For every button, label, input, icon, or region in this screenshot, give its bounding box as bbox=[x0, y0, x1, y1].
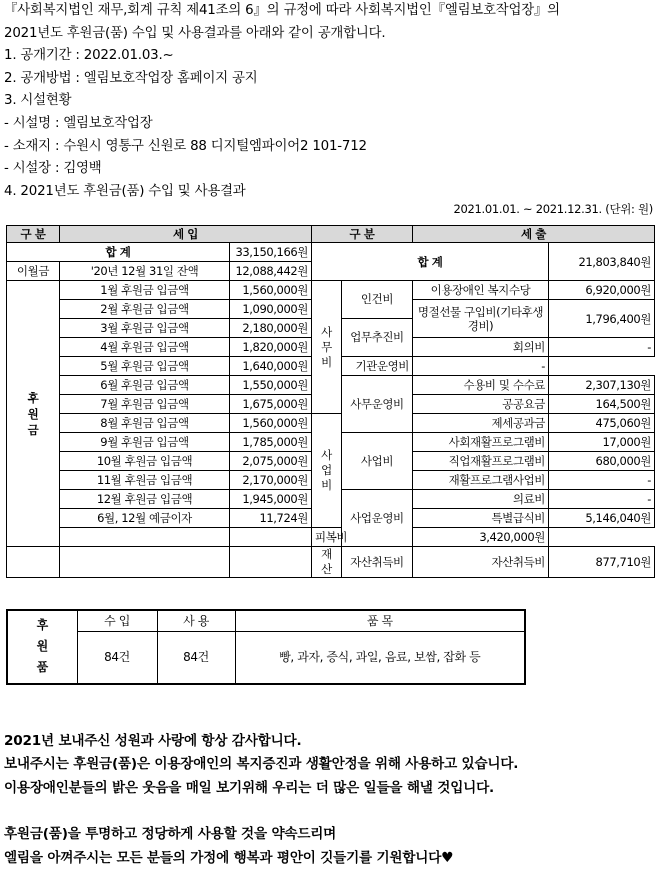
expense-item: 사회재활프로그램비 bbox=[413, 433, 549, 452]
intro-line: 4. 2021년도 후원금(품) 수입 및 사용결과 bbox=[4, 183, 246, 199]
income-row-label: 12월 후원금 입금액 bbox=[60, 490, 230, 509]
finance-table bbox=[6, 225, 655, 578]
income-row-label: 3월 후원금 입금액 bbox=[60, 319, 230, 338]
intro-line: 2. 공개방법 : 엘림보호작업장 홈페이지 공지 bbox=[4, 70, 258, 86]
income-row-value: 2,075,000원 bbox=[230, 452, 312, 471]
income-row-value: 1,560,000원 bbox=[230, 414, 312, 433]
expense-value: - bbox=[549, 471, 655, 490]
income-row-blank bbox=[60, 547, 230, 578]
goods-label bbox=[7, 610, 77, 684]
income-row-value: 1,945,000원 bbox=[230, 490, 312, 509]
intro-text bbox=[4, 0, 660, 203]
expense-item: 특별급식비 bbox=[413, 509, 549, 528]
income-row-label: 10월 후원금 입금액 bbox=[60, 452, 230, 471]
donation-label-text: 후원금 bbox=[27, 390, 39, 437]
goods-header-in: 수 입 bbox=[77, 610, 157, 632]
sub-saupunyeong: 사업운영비 bbox=[342, 490, 413, 547]
expense-item: 기관운영비 bbox=[342, 357, 413, 376]
goods-items-value: 빵, 과자, 증식, 과일, 음료, 보쌈, 잡화 등 bbox=[235, 632, 525, 684]
income-row-label: 2월 후원금 입금액 bbox=[60, 300, 230, 319]
income-total-value: 33,150,166원 bbox=[230, 243, 312, 262]
closing-line: 2021년 보내주신 성원과 사랑에 항상 감사합니다. bbox=[4, 733, 302, 749]
income-row-label: 5월 후원금 입금액 bbox=[60, 357, 230, 376]
sub-ingeon: 인건비 bbox=[342, 281, 413, 319]
expense-value: 877,710원 bbox=[549, 547, 655, 578]
expense-item: 공공요금 bbox=[413, 395, 549, 414]
expense-value: 3,420,000원 bbox=[413, 528, 549, 547]
header-expense: 세 출 bbox=[413, 226, 655, 243]
income-total-label: 합 계 bbox=[7, 243, 230, 262]
category-saup-text: 사업비 bbox=[321, 448, 332, 492]
closing-line-text: 엘림을 아껴주시는 모든 분들의 가정에 행복과 평안이 깃들기를 기원합니다 bbox=[4, 849, 442, 866]
category-samu-text: 사무비 bbox=[321, 324, 332, 369]
intro-line: - 소재지 : 수원시 영통구 신원로 88 디지털엠파이어2 101-712 bbox=[4, 138, 367, 154]
expense-value: 2,307,130원 bbox=[549, 376, 655, 395]
expense-total-label: 합 계 bbox=[312, 243, 549, 281]
goods-label-text: 후원품 bbox=[36, 618, 48, 675]
expense-item: 자산취득비 bbox=[413, 547, 549, 578]
expense-item: 수용비 및 수수료 bbox=[413, 376, 549, 395]
carry-label: 이월금 bbox=[7, 262, 60, 281]
income-row-label: 8월 후원금 입금액 bbox=[60, 414, 230, 433]
category-saup bbox=[312, 414, 342, 528]
income-row-label: 6월 후원금 입금액 bbox=[60, 376, 230, 395]
expense-value: 1,796,400원 bbox=[549, 300, 655, 338]
goods-header-use: 사 용 bbox=[157, 610, 235, 632]
closing-line: 보내주시는 후원금(품)은 이용장애인의 복지증진과 생활안정을 위해 사용하고 있습니다. bbox=[4, 756, 519, 773]
expense-value: - bbox=[549, 338, 655, 357]
closing-message bbox=[4, 730, 660, 870]
expense-item: 피복비 bbox=[312, 528, 342, 547]
expense-item: 직업재활프로그램비 bbox=[413, 452, 549, 471]
closing-line: 후원금(품)을 투명하고 정당하게 사용할 것을 약속드리며 bbox=[4, 826, 337, 843]
expense-value: 475,060원 bbox=[549, 414, 655, 433]
income-row-blank bbox=[230, 528, 312, 547]
header-gubun2: 구 분 bbox=[312, 226, 413, 243]
closing-line-final bbox=[4, 847, 660, 870]
goods-use-value: 84건 bbox=[157, 632, 235, 684]
intro-line: 『사회복지법인 재무,회계 규칙 제41조의 6』의 규정에 따라 사회복지법인『엘림보호작업장』의 bbox=[4, 3, 560, 18]
goods-table bbox=[6, 609, 526, 685]
income-row-label: 11월 후원금 입금액 bbox=[60, 471, 230, 490]
income-row-value: 11,724원 bbox=[230, 509, 312, 528]
income-row-value: 2,180,000원 bbox=[230, 319, 312, 338]
expense-value: - bbox=[413, 357, 549, 376]
expense-total-value: 21,803,840원 bbox=[549, 243, 655, 281]
sub-saup: 사업비 bbox=[342, 433, 413, 490]
expense-item: 의료비 bbox=[413, 490, 549, 509]
donation-label bbox=[7, 281, 60, 547]
income-row-label: 9월 후원금 입금액 bbox=[60, 433, 230, 452]
income-row-blank bbox=[230, 547, 312, 578]
income-row-value: 1,090,000원 bbox=[230, 300, 312, 319]
category-jaesan bbox=[312, 547, 342, 578]
expense-value: - bbox=[549, 490, 655, 509]
carry-value: 12,088,442원 bbox=[230, 262, 312, 281]
income-row-label: 7월 후원금 입금액 bbox=[60, 395, 230, 414]
intro-line: 2021년도 후원금(품) 수입 및 사용결과를 아래와 같이 공개합니다. bbox=[4, 25, 386, 41]
expense-value: 5,146,040원 bbox=[549, 509, 655, 528]
expense-item: 제세공과금 bbox=[413, 414, 549, 433]
category-samu bbox=[312, 281, 342, 414]
expense-item: 회의비 bbox=[413, 338, 549, 357]
expense-item: 재활프로그램사업비 bbox=[413, 471, 549, 490]
expense-item: 명절선물 구입비(기타후생경비) bbox=[413, 300, 549, 338]
sub-jasan: 자산취득비 bbox=[342, 547, 413, 578]
expense-value: 6,920,000원 bbox=[549, 281, 655, 300]
goods-in-value: 84건 bbox=[77, 632, 157, 684]
sub-eopmu: 업무추진비 bbox=[342, 319, 413, 357]
goods-header-items: 품 목 bbox=[235, 610, 525, 632]
intro-line: - 시설명 : 엘림보호작업장 bbox=[4, 115, 153, 131]
income-row-label: 6월, 12월 예금이자 bbox=[60, 509, 230, 528]
donation-label-continued bbox=[7, 547, 60, 578]
closing-line: 이용장애인분들의 밝은 웃음을 매일 보기위해 우리는 더 많은 일들을 해낼 것입니다. bbox=[4, 779, 494, 796]
income-row-value: 1,640,000원 bbox=[230, 357, 312, 376]
income-row-label: 1월 후원금 입금액 bbox=[60, 281, 230, 300]
carry-desc: '20년 12월 31일 잔액 bbox=[60, 262, 230, 281]
expense-value: 17,000원 bbox=[549, 433, 655, 452]
income-row-value: 1,820,000원 bbox=[230, 338, 312, 357]
intro-line: 3. 시설현황 bbox=[4, 93, 72, 109]
income-row-label: 4월 후원금 입금액 bbox=[60, 338, 230, 357]
income-row-value: 1,550,000원 bbox=[230, 376, 312, 395]
intro-line: - 시설장 : 김영백 bbox=[4, 161, 102, 177]
intro-line: 1. 공개기간 : 2022.01.03.~ bbox=[4, 48, 174, 64]
income-row-value: 2,170,000원 bbox=[230, 471, 312, 490]
header-income: 세 입 bbox=[60, 226, 312, 243]
expense-value: 680,000원 bbox=[549, 452, 655, 471]
income-row-blank bbox=[60, 528, 230, 547]
expense-item: 이용장애인 복지수당 bbox=[413, 281, 549, 300]
expense-value: 164,500원 bbox=[549, 395, 655, 414]
income-row-value: 1,675,000원 bbox=[230, 395, 312, 414]
income-row-value: 1,785,000원 bbox=[230, 433, 312, 452]
category-jaesan-text: 재산 bbox=[321, 547, 332, 576]
heart-icon: ♥ bbox=[441, 849, 454, 866]
sub-samuunyeong: 사무운영비 bbox=[342, 376, 413, 433]
header-gubun: 구 분 bbox=[7, 226, 60, 243]
report-period: 2021.01.01. ~ 2021.12.31. (단위: 원) bbox=[453, 202, 653, 216]
income-row-value: 1,560,000원 bbox=[230, 281, 312, 300]
